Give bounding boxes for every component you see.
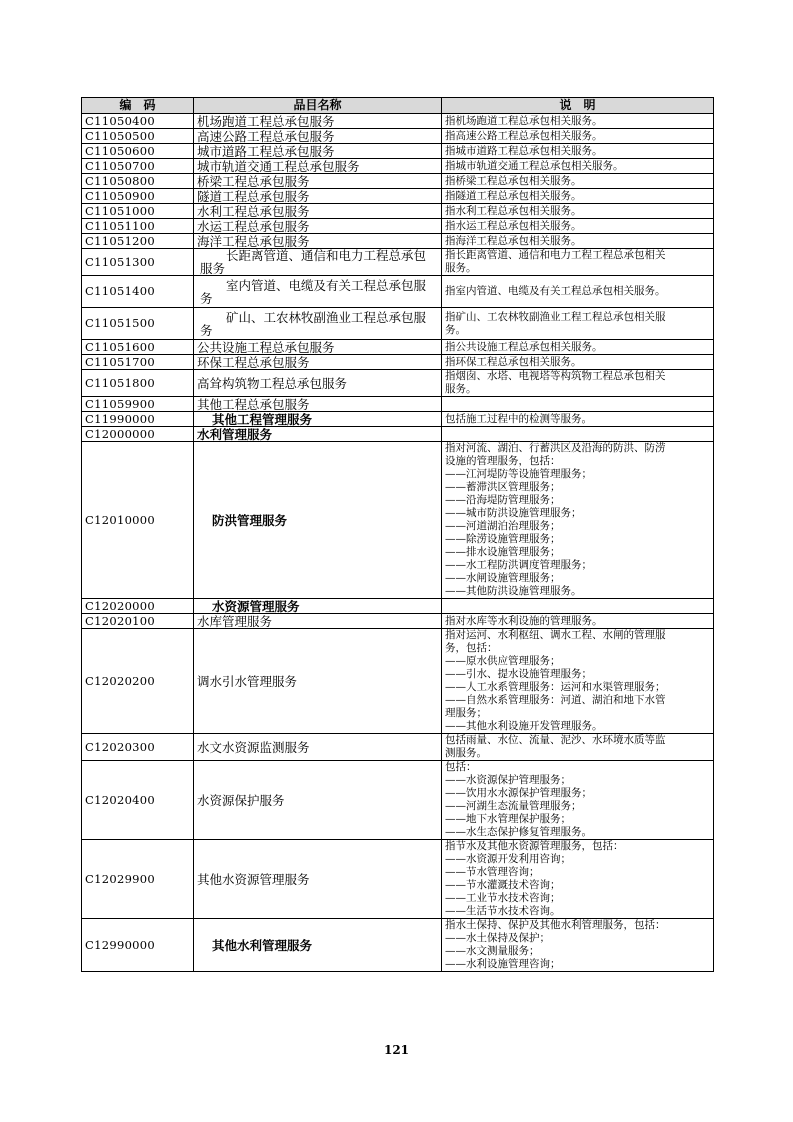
description-line: 指海洋工程总承包相关服务。 <box>445 234 582 247</box>
table-row <box>82 370 714 397</box>
row-description <box>442 249 714 276</box>
table-header <box>82 98 714 114</box>
description-line: 包括施工过程中的检测等服务。 <box>445 412 592 425</box>
page-number: 121 <box>383 1043 410 1057</box>
row-code: C12020400 <box>82 761 194 840</box>
row-code: C12020100 <box>82 614 194 629</box>
row-name: 调水引水管理服务 <box>194 629 442 734</box>
header-name: 品目名称 <box>194 98 442 114</box>
table-row <box>82 219 714 234</box>
table-row <box>82 129 714 144</box>
row-description <box>442 174 714 189</box>
description-line: 指隧道工程总承包相关服务。 <box>445 189 582 202</box>
description-line: 指水土保持、保护及其他水利管理服务，包括： <box>445 919 666 931</box>
catalog-table <box>81 97 714 972</box>
row-description <box>442 442 714 599</box>
row-description <box>442 599 714 614</box>
row-description <box>442 734 714 761</box>
row-name: 机场跑道工程总承包服务 <box>194 114 442 129</box>
description-line: 指环保工程总承包相关服务。 <box>445 355 582 368</box>
description-line: 指对水库等水利设施的管理服务。 <box>445 614 603 627</box>
row-name: 其他工程总承包服务 <box>194 397 442 412</box>
description-line: 指水运工程总承包相关服务。 <box>445 219 582 232</box>
row-code: C11051000 <box>82 204 194 219</box>
row-description <box>442 159 714 174</box>
row-name: 水资源管理服务 <box>194 599 442 614</box>
description-line: ——其他防洪设施管理服务。 <box>445 585 582 597</box>
description-line: 指公共设施工程总承包相关服务。 <box>445 340 603 353</box>
header-desc: 说 明 <box>442 98 714 114</box>
table-row <box>82 249 714 276</box>
row-description <box>442 234 714 249</box>
description-line: ——水生态保护修复管理服务。 <box>445 826 592 838</box>
row-description <box>442 427 714 442</box>
description-line: ——水闸设施管理服务； <box>445 572 561 584</box>
row-name: 隧道工程总承包服务 <box>194 189 442 204</box>
table-body <box>82 114 714 972</box>
row-description <box>442 144 714 159</box>
description-line: 指桥梁工程总承包相关服务。 <box>445 174 582 187</box>
description-line: ——水工程防洪调度管理服务； <box>445 559 592 571</box>
row-code: C11051500 <box>82 308 194 340</box>
description-line: 务。 <box>445 323 466 336</box>
row-name: 其他水利管理服务 <box>194 919 442 972</box>
row-code: C12010000 <box>82 442 194 599</box>
description-line: ——水利设施管理咨询； <box>445 958 561 970</box>
description-line: 指高速公路工程总承包相关服务。 <box>445 129 603 142</box>
description-line: ——工业节水技术咨询； <box>445 892 561 904</box>
table-row <box>82 174 714 189</box>
row-code: C11990000 <box>82 412 194 427</box>
description-line: ——江河堤防等设施管理服务； <box>445 468 592 480</box>
description-line: ——水土保持及保护； <box>445 932 550 944</box>
row-code: C11050500 <box>82 129 194 144</box>
row-name: 环保工程总承包服务 <box>194 355 442 370</box>
row-code: C11059900 <box>82 397 194 412</box>
description-line: 指矿山、工农林牧副渔业工程工程总承包相关服 <box>445 310 666 323</box>
description-line: ——蓄滞洪区管理服务； <box>445 481 561 493</box>
row-code: C11050800 <box>82 174 194 189</box>
row-name: 海洋工程总承包服务 <box>194 234 442 249</box>
row-description <box>442 761 714 840</box>
row-name: 水库管理服务 <box>194 614 442 629</box>
row-description <box>442 340 714 355</box>
row-code: C12000000 <box>82 427 194 442</box>
description-line: 设施的管理服务，包括： <box>445 455 561 467</box>
description-line: ——水资源保护管理服务； <box>445 774 571 786</box>
description-line: 指室内管道、电缆及有关工程总承包相关服务。 <box>445 285 666 297</box>
row-code: C11051100 <box>82 219 194 234</box>
row-code: C11051300 <box>82 249 194 276</box>
row-code: C11051200 <box>82 234 194 249</box>
description-line: ——排水设施管理服务； <box>445 546 561 558</box>
description-line: ——水文测量服务； <box>445 945 540 957</box>
row-description <box>442 189 714 204</box>
row-code: C12029900 <box>82 840 194 919</box>
table-row <box>82 308 714 340</box>
table-row <box>82 919 714 972</box>
table-row <box>82 599 714 614</box>
row-name: 其他水资源管理服务 <box>194 840 442 919</box>
row-code: C12020200 <box>82 629 194 734</box>
row-name: 水利管理服务 <box>194 427 442 442</box>
description-line: 包括雨量、水位、流量、泥沙、水环境水质等监 <box>445 734 666 746</box>
description-line: ——沿海堤防管理服务； <box>445 494 561 506</box>
row-description <box>442 114 714 129</box>
description-line: 指烟囱、水塔、电视塔等构筑物工程总承包相关 <box>445 370 666 382</box>
row-description <box>442 204 714 219</box>
row-name: 水文水资源监测服务 <box>194 734 442 761</box>
description-line: ——除涝设施管理服务； <box>445 533 561 545</box>
description-line: 指对运河、水利枢纽、调水工程、水闸的管理服 <box>445 629 666 641</box>
row-code: C12020000 <box>82 599 194 614</box>
row-description <box>442 129 714 144</box>
table-row <box>82 761 714 840</box>
row-description <box>442 219 714 234</box>
description-line: ——其他水利设施开发管理服务。 <box>445 720 603 732</box>
description-line: 指城市轨道交通工程总承包相关服务。 <box>445 159 624 172</box>
table-row <box>82 355 714 370</box>
table-row <box>82 397 714 412</box>
description-line: ——自然水系管理服务：河道、湖泊和地下水管 <box>445 694 666 706</box>
description-line: ——水资源开发利用咨询； <box>445 853 571 865</box>
row-name: 高耸构筑物工程总承包服务 <box>194 370 442 397</box>
table-row <box>82 629 714 734</box>
row-code: C11050700 <box>82 159 194 174</box>
description-line: 指长距离管道、通信和电力工程工程总承包相关 <box>445 249 666 261</box>
table-row <box>82 340 714 355</box>
row-name: 矿山、工农林牧副渔业工程总承包服务 <box>194 308 442 340</box>
table-row <box>82 614 714 629</box>
description-line: ——饮用水水源保护管理服务； <box>445 787 592 799</box>
row-code: C11051600 <box>82 340 194 355</box>
table-row <box>82 159 714 174</box>
row-description <box>442 614 714 629</box>
description-line: 指水利工程总承包相关服务。 <box>445 204 582 217</box>
description-line: ——人工水系管理服务：运河和水渠管理服务； <box>445 681 666 693</box>
description-line: 务，包括： <box>445 642 498 654</box>
row-description <box>442 355 714 370</box>
row-name: 其他工程管理服务 <box>194 412 442 427</box>
description-line: ——原水供应管理服务； <box>445 655 561 667</box>
description-line: ——河道湖泊治理服务； <box>445 520 561 532</box>
table-row <box>82 840 714 919</box>
row-name: 城市轨道交通工程总承包服务 <box>194 159 442 174</box>
row-name: 桥梁工程总承包服务 <box>194 174 442 189</box>
row-name: 高速公路工程总承包服务 <box>194 129 442 144</box>
row-description <box>442 276 714 308</box>
description-line: ——生活节水技术咨询。 <box>445 905 561 917</box>
row-description <box>442 412 714 427</box>
row-code: C11050900 <box>82 189 194 204</box>
description-line: 包括： <box>445 761 477 773</box>
row-code: C11051700 <box>82 355 194 370</box>
row-name: 防洪管理服务 <box>194 442 442 599</box>
description-line: ——节水管理咨询； <box>445 866 540 878</box>
description-line: 指对河流、湖泊、行蓄洪区及沿海的防洪、防涝 <box>445 442 666 454</box>
row-name: 水资源保护服务 <box>194 761 442 840</box>
description-line: 测服务。 <box>445 747 487 759</box>
table-row <box>82 442 714 599</box>
row-code: C11051800 <box>82 370 194 397</box>
description-line: 指城市道路工程总承包相关服务。 <box>445 144 603 157</box>
row-code: C11050600 <box>82 144 194 159</box>
description-line: 指节水及其他水资源管理服务，包括： <box>445 840 624 852</box>
table-row <box>82 114 714 129</box>
row-description <box>442 370 714 397</box>
row-name: 水利工程总承包服务 <box>194 204 442 219</box>
row-description <box>442 397 714 412</box>
row-name: 室内管道、电缆及有关工程总承包服务 <box>194 276 442 308</box>
row-name: 水运工程总承包服务 <box>194 219 442 234</box>
row-name: 公共设施工程总承包服务 <box>194 340 442 355</box>
description-line: 服务。 <box>445 262 477 274</box>
description-line: 服务。 <box>445 383 477 395</box>
row-description <box>442 919 714 972</box>
description-line: ——引水、提水设施管理服务； <box>445 668 592 680</box>
description-line: ——城市防洪设施管理服务； <box>445 507 582 519</box>
row-code: C11050400 <box>82 114 194 129</box>
description-line: ——节水灌溉技术咨询； <box>445 879 561 891</box>
description-line: 指机场跑道工程总承包相关服务。 <box>445 114 603 127</box>
row-code: C12990000 <box>82 919 194 972</box>
table-row <box>82 276 714 308</box>
header-code: 编 码 <box>82 98 194 114</box>
table-row <box>82 734 714 761</box>
table-row <box>82 204 714 219</box>
table-row <box>82 234 714 249</box>
row-description <box>442 629 714 734</box>
table-row <box>82 144 714 159</box>
row-name: 长距离管道、通信和电力工程总承包服务 <box>194 249 442 276</box>
table-row <box>82 189 714 204</box>
row-name: 城市道路工程总承包服务 <box>194 144 442 159</box>
description-line: ——河湖生态流量管理服务； <box>445 800 582 812</box>
table-row <box>82 412 714 427</box>
row-code: C12020300 <box>82 734 194 761</box>
row-description <box>442 840 714 919</box>
table-row <box>82 427 714 442</box>
description-line: ——地下水管理保护服务； <box>445 813 571 825</box>
description-line: 理服务； <box>445 707 487 719</box>
row-description <box>442 308 714 340</box>
row-code: C11051400 <box>82 276 194 308</box>
